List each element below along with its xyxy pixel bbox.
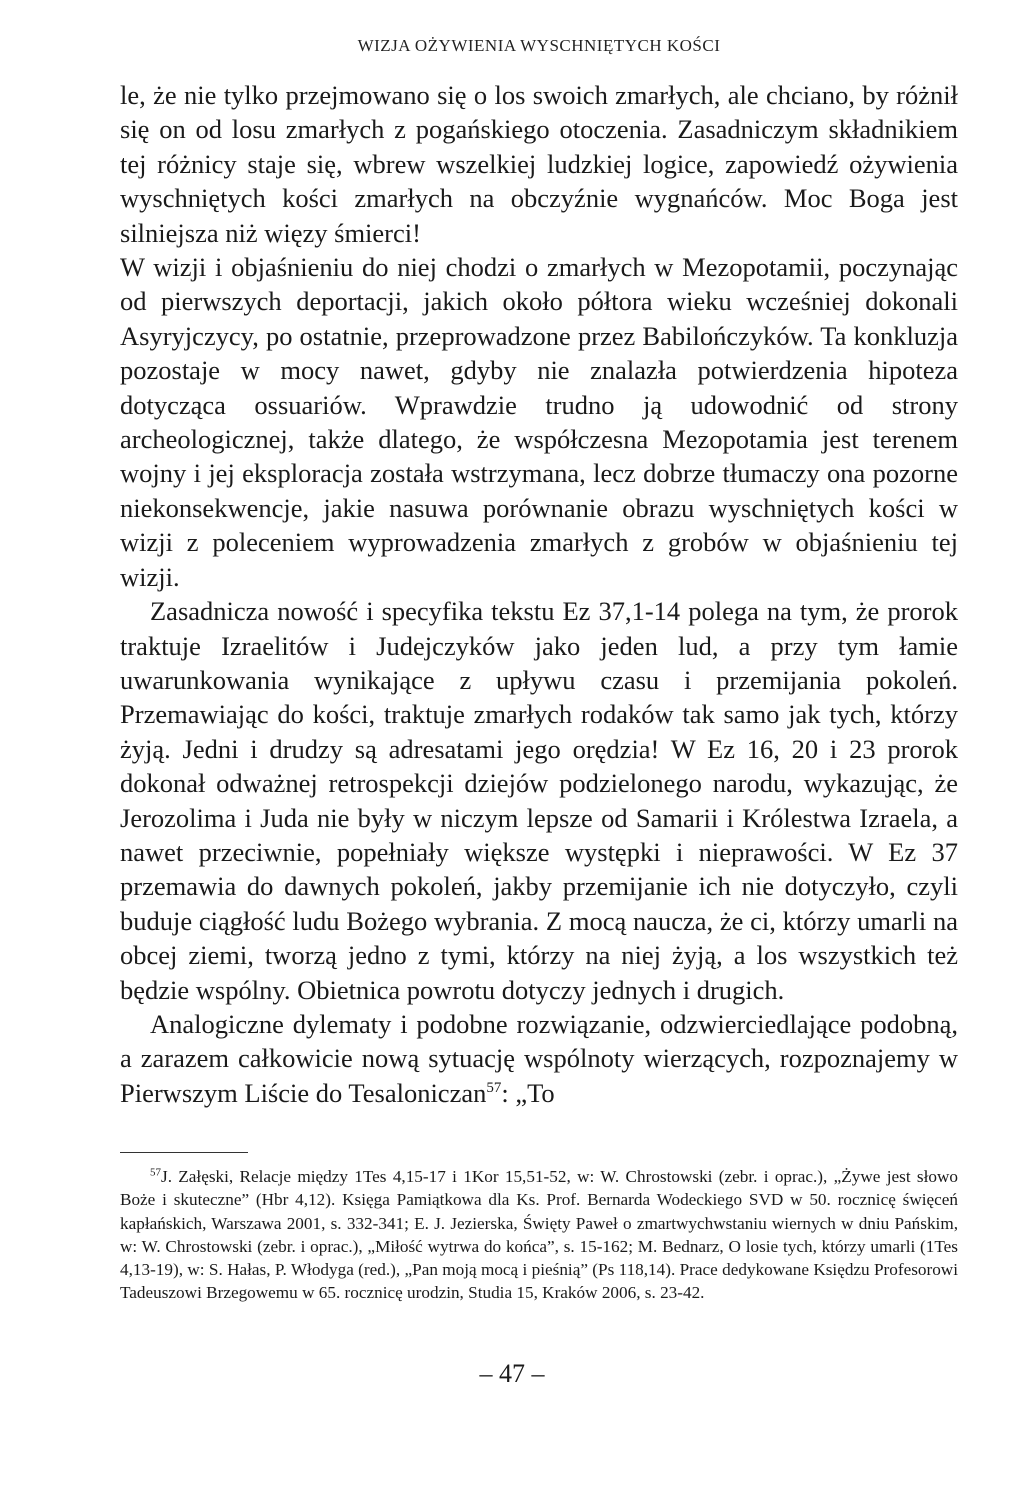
footnote-separator <box>120 1152 248 1153</box>
page-number: – 47 – <box>479 1359 545 1388</box>
running-head: WIZJA OŻYWIENIA WYSCHNIĘTYCH KOŚCI <box>357 36 721 55</box>
paragraph-2: W wizji i objaśnieniu do niej chodzi o zmarłych w Mezopotamii, poczynając od pierwszych deportacji, jakich około półtora wieku wcześniej dokonali Asyryjczycy, po ostatnie, przeprowadzone przez Babilończyków. Ta konkluzja pozostaje w mocy nawet, gdyby nie znalazła potwierdzenia hipoteza dotycząca ossuariów. Wprawdzie trudno ją udowodnić od strony archeologicznej, także dlatego, że współczesna Mezopotamia jest terenem wojny i jej eksploracja została wstrzymana, lecz dobrze tłumaczy ona pozorne niekonsekwencje, jakie nasuwa porównanie obrazu wyschniętych kości w wizji z poleceniem wyprowadzenia zmarłych z grobów w objaśnieniu tej wizji. <box>120 252 958 592</box>
footnote-text: J. Załęski, Relacje między 1Tes 4,15-17 i 1Kor 15,51-52, w: W. Chrostowski (zebr. i oprac.), „Żywe jest słowo Boże i skuteczne” (Hbr 4,12). Księga Pamiątkowa dla Ks. Prof. Bernarda Wodeckiego SVD w 50. rocznicę święceń kapłańskich, Warszawa 2001, s. 332-341; E. J. Jezierska, Święty Paweł o zmartwychwstaniu wiernych w dniu Pańskim, w: W. Chrostowski (zebr. i oprac.), „Miłość wytrwa do końca”, s. 15-162; M. Bednarz, O losie tych, którzy umarli (1Tes 4,13-19), w: S. Hałas, P. Włodyga (red.), „Pan moją mocą i pieśnią” (Ps 118,14). Prace dedykowane Księdzu Profesorowi Tadeuszowi Brzegowemu w 65. rocznicę urodzin, Studia 15, Kraków 2006, s. 23-42. <box>120 1167 958 1303</box>
footnote-number: 57 <box>150 1166 161 1179</box>
paragraph-4-text: Analogiczne dylematy i podobne rozwiązanie, odzwierciedlające podobną, a zarazem całkowicie nową sytuację wspólnoty wierzących, rozpoznajemy w Pierwszym Liście do Tesaloniczan <box>120 1008 958 1108</box>
body-text <box>120 78 958 1110</box>
paragraph-3: Zasadnicza nowość i specyfika tekstu Ez 37,1-14 polega na tym, że prorok traktuje Izraelitów i Judejczyków jako jeden lud, a przy tym łamie uwarunkowania wynikające z upływu czasu i przemijania pokoleń. Przemawiając do kości, traktuje zmarłych rodaków tak samo jak tych, którzy żyją. Jedni i drudzy są adresatami jego orędzia! W Ez 16, 20 i 23 prorok dokonał odważnej retrospekcji dziejów podzielonego narodu, wykazując, że Jerozolima i Juda nie były w niczym lepsze od Samarii i Królestwa Izraela, a nawet przeciwnie, popełniały większe występki i nieprawości. W Ez 37 przemawia do dawnych pokoleń, jakby przemijanie ich nie dotyczyło, czyli buduje ciągłość ludu Bożego wybrania. Z mocą naucza, że ci, którzy umarli na obcej ziemi, tworzą jedno z tymi, którzy na niej żyją, a los wszystkich też będzie wspólny. Obietnica powrotu dotyczy jednych i drugich. <box>120 596 958 1005</box>
paragraph-1: le, że nie tylko przejmowano się o los swoich zmarłych, ale chciano, by różnił się on od losu zmarłych z pogańskiego otoczenia. Zasadniczym składnikiem tej różnicy staje się, wbrew wszelkiej ludzkiej logice, zapowiedź ożywienia wyschniętych kości zmarłych na obczyźnie wygnańców. Moc Boga jest silniejsza niż więzy śmierci! <box>120 80 958 248</box>
paragraph-4-tail: : „To <box>501 1077 555 1108</box>
page <box>120 36 958 1456</box>
footnote-reference[interactable]: 57 <box>486 1079 502 1096</box>
paragraph-4 <box>120 1007 958 1110</box>
footnote <box>120 1165 958 1304</box>
